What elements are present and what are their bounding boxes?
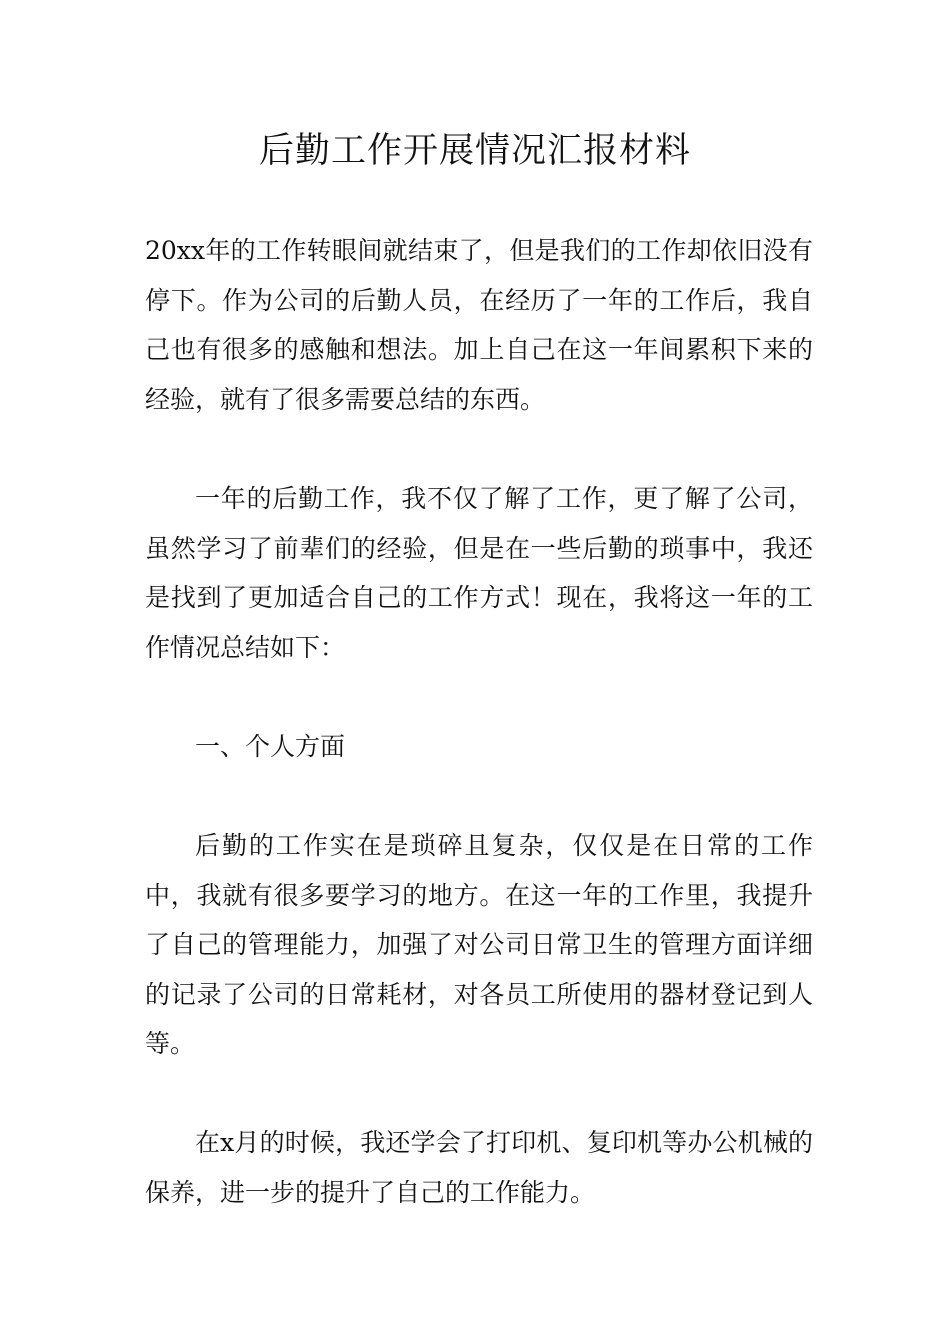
paragraph-intro: 20xx年的工作转眼间就结束了，但是我们的工作却依旧没有停下。作为公司的后勤人员，在经历了一年的工作后，我自己也有很多的感触和想法。加上自己在这一年间累积下来的经验，就有了很多需要总结的东西。 [145, 236, 813, 414]
paragraph-personal-details: 后勤的工作实在是琐碎且复杂，仅仅是在日常的工作中，我就有很多要学习的地方。在这一年的工作里，我提升了自己的管理能力，加强了对公司日常卫生的管理方面详细的记录了公司的日常耗材，对各员工所使用的器材登记到人等。 [145, 831, 813, 1058]
document-title: 后勤工作开展情况汇报材料 [258, 131, 691, 171]
paragraph-overview: 一年的后勤工作，我不仅了解了工作，更了解了公司，虽然学习了前辈们的经验，但是在一些后勤的琐事中，我还是找到了更加适合自己的工作方式！现在，我将这一年的工作情况总结如下： [145, 484, 813, 662]
section-heading-personal: 一、个人方面 [195, 732, 346, 761]
paragraph-equipment-maintenance: 在x月的时候，我还学会了打印机、复印机等办公机械的保养，进一步的提升了自己的工作能力。 [145, 1128, 813, 1207]
